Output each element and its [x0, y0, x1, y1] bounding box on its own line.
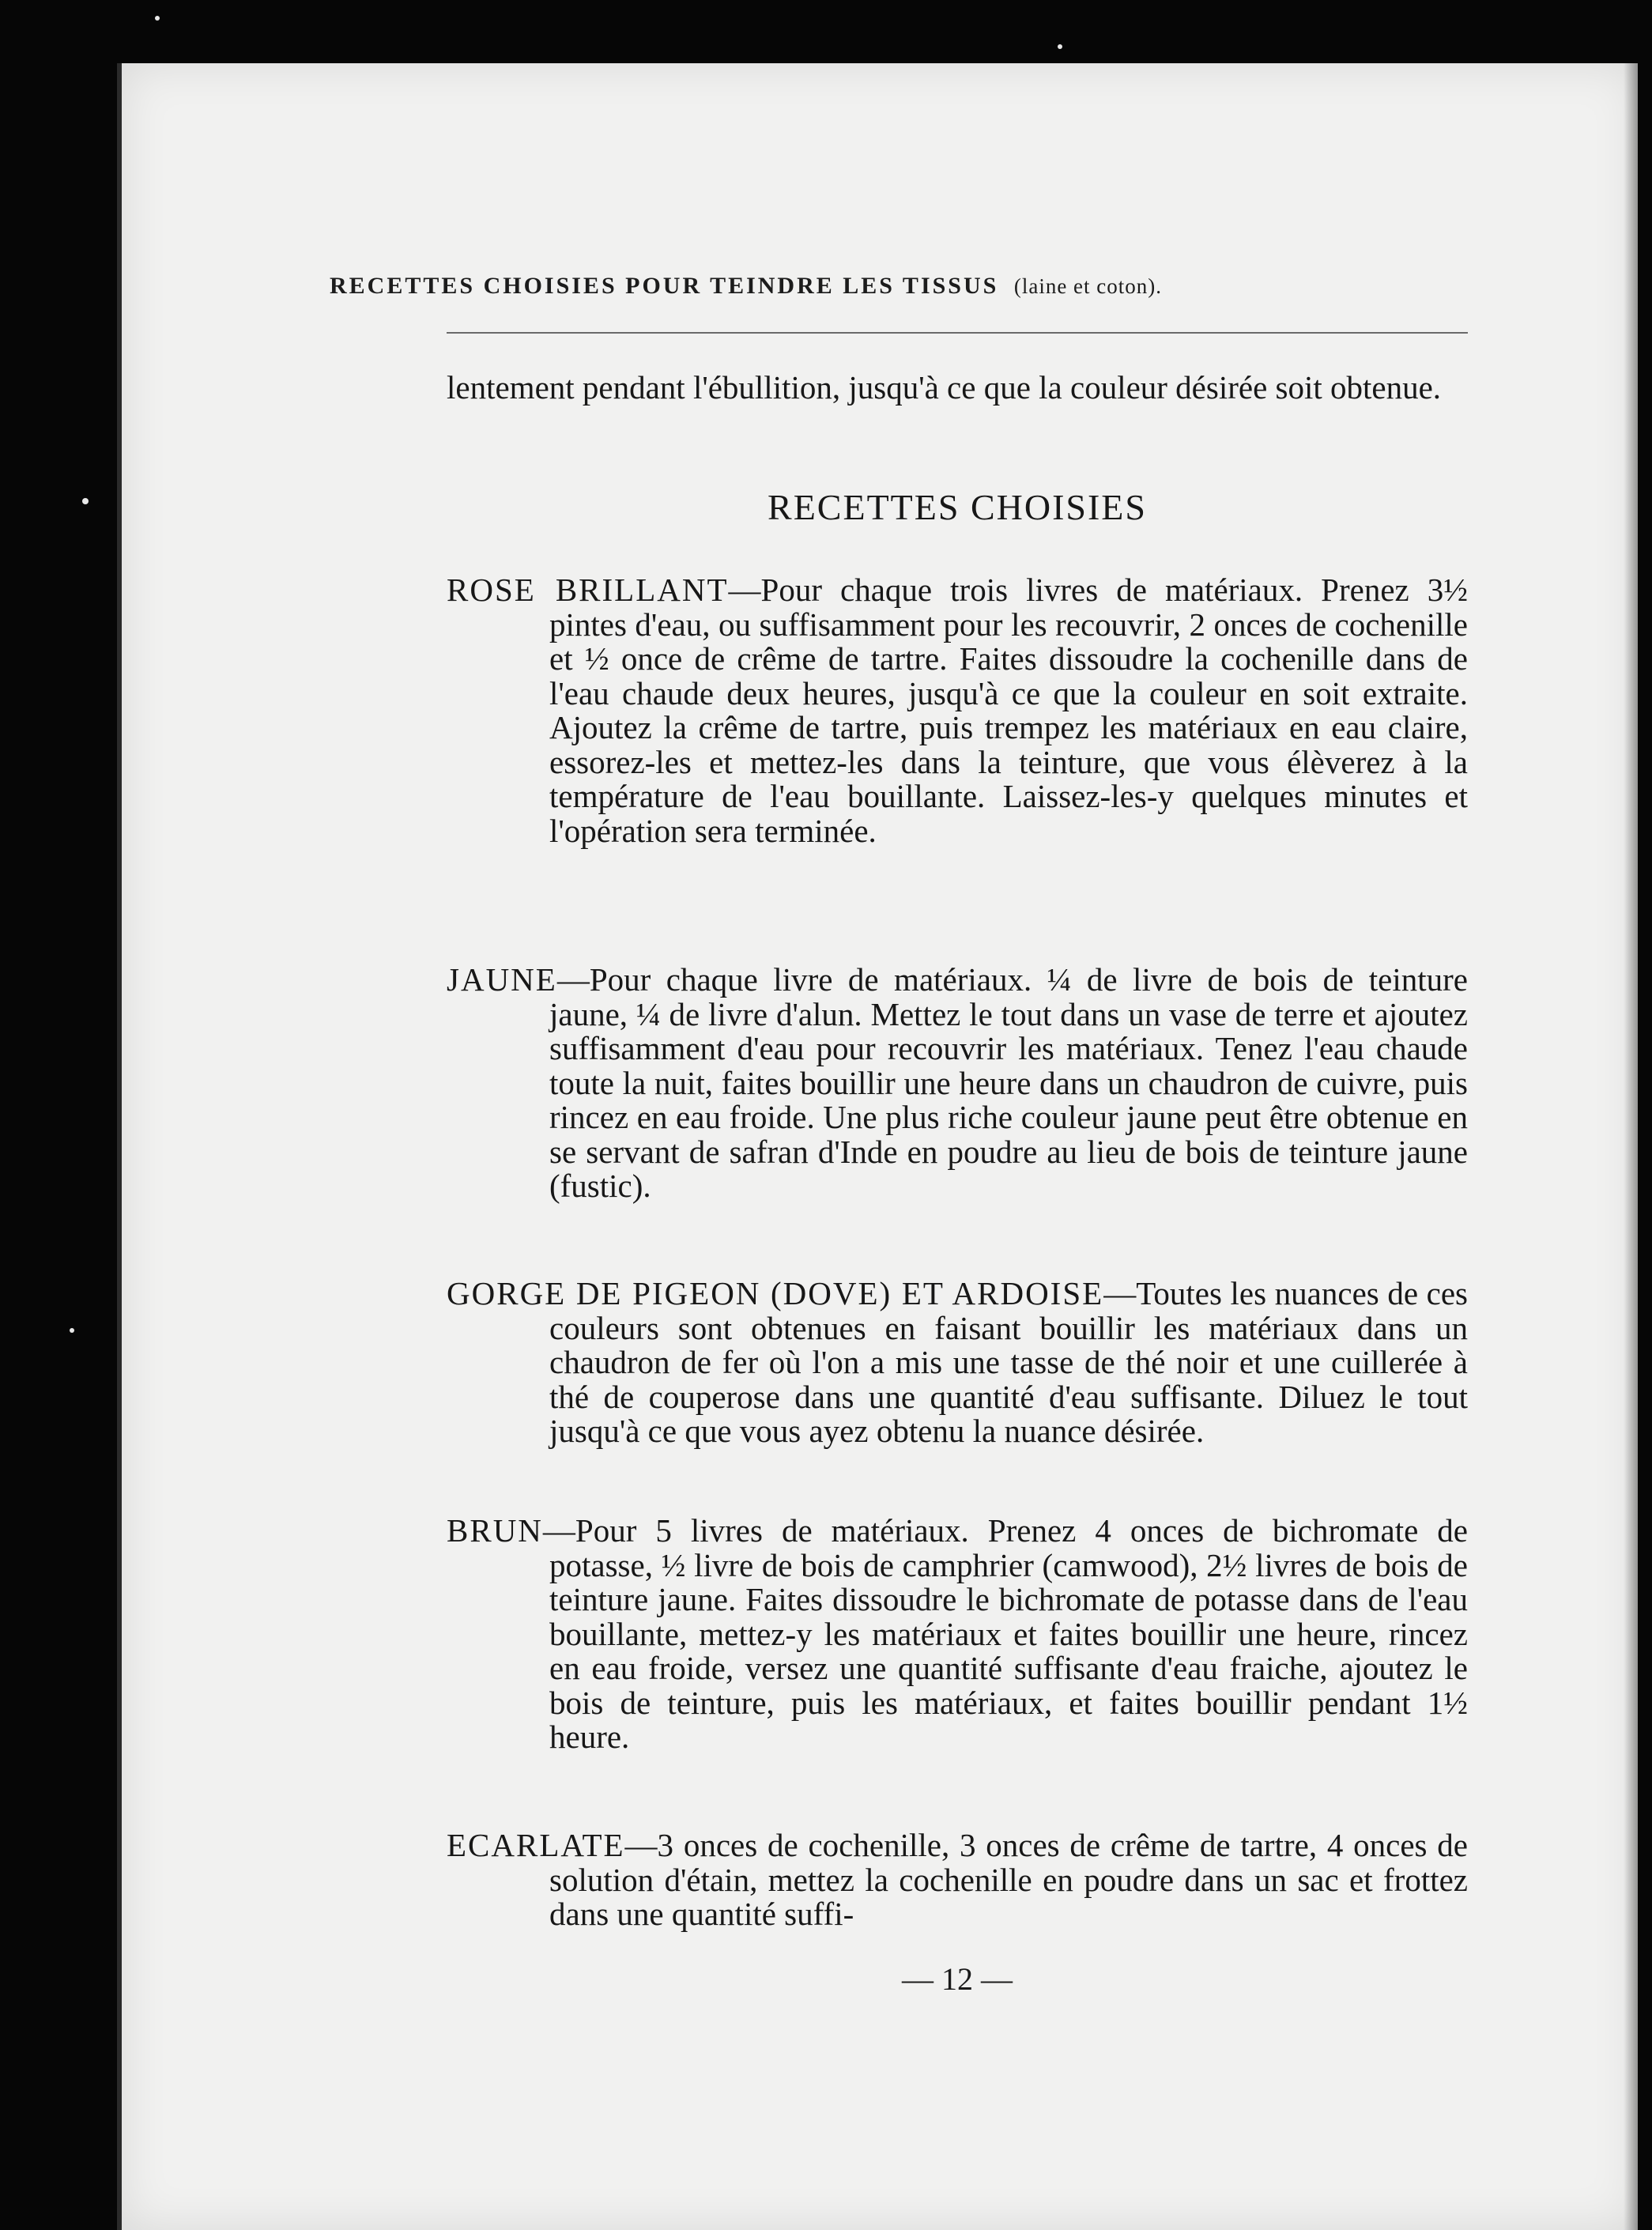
recipe-text: —Pour chaque trois livres de matériaux. Prenez 3½ pintes d'eau, ou suffisamment pour les recouvrir, 2 onces de cochenille et ½ once de crême de tartre. Faites dissoudre la cochenille dans de l'eau chaude deux heures, jusqu'à ce que la couleur en soit extraite. Ajoutez la crême de tartre, puis trempez les matériaux en eau claire, essorez-les et mettez-les dans la teinture, que vous élèverez à la température de l'eau bouillante. Laissez-les-y quelques minutes et l'opération sera terminée.	[549, 572, 1469, 849]
recipe-brun	[447, 1514, 1468, 1755]
recipe-jaune	[447, 963, 1468, 1204]
header-rule	[447, 332, 1468, 334]
scan-speck	[1058, 44, 1062, 49]
running-head	[330, 273, 1468, 300]
page-number: — 12 —	[902, 1961, 1013, 1997]
recipe-name: ROSE BRILLANT	[447, 572, 729, 608]
recipe-name: BRUN	[447, 1512, 543, 1549]
recipe-name: JAUNE	[447, 961, 557, 998]
scan-speck	[155, 16, 160, 21]
section-heading: RECETTES CHOISIES	[768, 487, 1147, 527]
scan-speck	[70, 1328, 74, 1333]
recipe-name: GORGE DE PIGEON (DOVE) ET ARDOISE	[447, 1275, 1104, 1311]
recipe-gorge-de-pigeon	[447, 1277, 1468, 1449]
recipe-rose-brillant	[447, 573, 1468, 848]
running-head-subtitle: (laine et coton).	[1013, 274, 1163, 298]
recipe-text: —Pour 5 livres de matériaux. Prenez 4 onces de bichromate de potasse, ½ livre de bois de camphrier (camwood), 2½ livres de bois de teinture jaune. Faites dissoudre le bichromate de potasse dans de l'eau bouillante, mettez-y les matériaux et faites bouillir une heure, rincez en eau froide, versez une quantité suffisante d'eau fraiche, ajoutez le bois de teinture, puis les matériaux, et faites bouillir pendant 1½ heure.	[542, 1512, 1468, 1755]
intro-paragraph: lentement pendant l'ébullition, jusqu'à ce que la couleur désirée soit obtenue.	[447, 369, 1442, 406]
recipe-text: —Toutes les nuances de ces couleurs sont obtenues en faisant bouillir les matériaux dans un chaudron de fer où l'on a mis une tasse de thé noir et une cuillerée à thé de couperose dans une quantité d'eau suffisante. Diluez le tout jusqu'à ce que vous ayez obtenu la nuance désirée.	[549, 1275, 1468, 1449]
recipe-name: ECARLATE	[447, 1827, 625, 1863]
recipe-text: —Pour chaque livre de matériaux. ¼ de livre de bois de teinture jaune, ¼ de livre d'alun. Mettez le tout dans un vase de terre et ajoutez suffisamment d'eau pour recouvrir les matériaux. Tenez l'eau chaude toute la nuit, faites bouillir une heure dans un chaudron de cuivre, puis rincez en eau froide. Une plus riche couleur jaune peut être obtenue en se servant de safran d'Inde en poudre au lieu de bois de teinture jaune (fustic).	[549, 961, 1468, 1204]
recipe-text: —3 onces de cochenille, 3 onces de crême de tartre, 4 onces de solution d'étain, mettez la cochenille en poudre dans un sac et frottez dans une quantité suffi-	[549, 1827, 1468, 1932]
scan-speck	[82, 498, 89, 504]
running-head-title: RECETTES CHOISIES POUR TEINDRE LES TISSUS	[330, 273, 999, 299]
page-edge-shadow	[1624, 63, 1638, 2230]
recipe-ecarlate	[447, 1828, 1468, 1932]
